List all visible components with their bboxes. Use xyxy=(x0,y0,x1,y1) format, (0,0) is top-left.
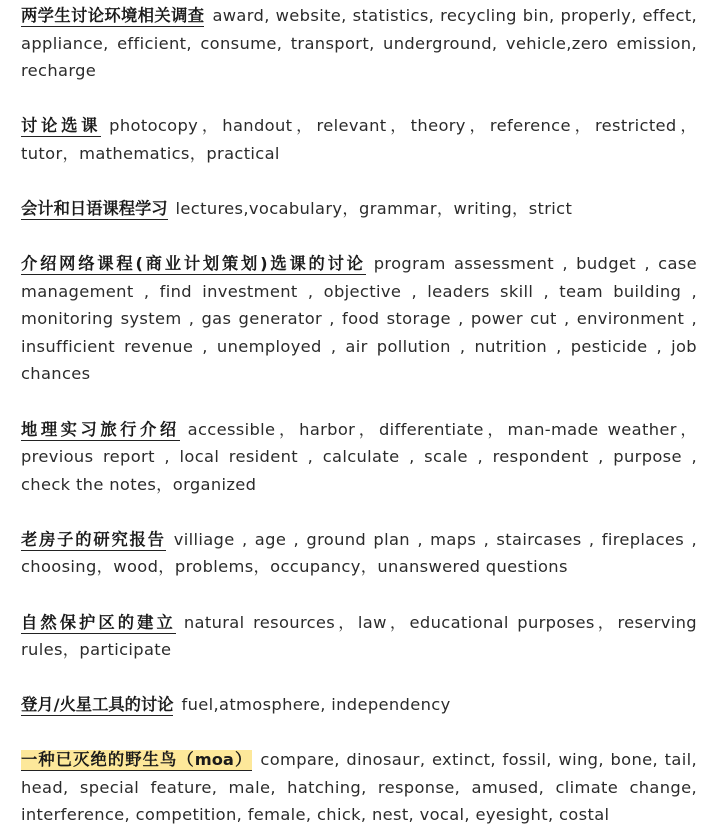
vocabulary-list: compare, dinosaur, extinct, fossil, wing, bone, tail, head, special feature, male, hatching, response, amused, climate change, interference, competition, female, chick, nest, vocal, eyesight, costal xyxy=(21,750,698,825)
vocabulary-list: natural resources，law，educational purposes，reserving rules，participate xyxy=(21,612,697,660)
vocabulary-list: accessible，harbor，differentiate，man-made weather，previous report , local resident , calculate , scale , respondent , purpose , check the notes，organized xyxy=(21,419,697,494)
topic-entry-moon-mars-tools xyxy=(21,691,697,719)
topic-heading: 会计和日语课程学习 xyxy=(21,198,168,218)
topic-entry-geography-field-trip xyxy=(21,416,697,499)
topic-heading: 两学生讨论环境相关调查 xyxy=(21,6,205,25)
vocabulary-list: fuel,atmosphere, independency xyxy=(181,695,451,715)
topic-heading: 地理实习旅行介绍 xyxy=(21,419,180,439)
topic-entry-accounting-japanese xyxy=(21,195,697,223)
vocabulary-list: program assessment , budget , case management , find investment , objective , leaders skill , team building , monitoring system , gas generator , food storage , power cut , environment , insufficient revenue , unemployed , air pollution , nutrition , pesticide , job chances xyxy=(21,254,697,384)
vocabulary-list: photocopy，handout，relevant，theory，reference，restricted，tutor，mathematics，practical xyxy=(21,116,697,163)
topic-entry-online-business-course xyxy=(21,250,697,388)
topic-entry-course-selection xyxy=(21,112,697,167)
topic-heading: 讨论选课 xyxy=(21,116,102,136)
topic-heading-highlighted: 一种已灭绝的野生鸟（moa） xyxy=(21,750,253,770)
topic-heading: 老房子的研究报告 xyxy=(21,529,166,549)
vocabulary-list: lectures,vocabulary，grammar，writing，strict xyxy=(175,198,573,218)
topic-entry-old-house-report xyxy=(21,526,697,581)
topic-entry-extinct-moa-bird xyxy=(21,746,697,829)
topic-entry-nature-reserve xyxy=(21,609,697,664)
topic-heading: 介绍网络课程(商业计划策划)选课的讨论 xyxy=(21,254,366,274)
vocabulary-list: award, website, statistics, recycling bin, properly, effect, appliance, efficient, consume, transport, underground, vehicle,zero emission, recharge xyxy=(21,6,697,81)
topic-entry-environment-survey xyxy=(21,2,697,85)
topic-heading: 自然保护区的建立 xyxy=(21,612,176,632)
vocabulary-list: villiage , age , ground plan , maps , staircases , fireplaces , choosing，wood，problems，occupancy，unanswered questions xyxy=(21,529,697,577)
topic-heading: 登月/火星工具的讨论 xyxy=(21,695,174,715)
